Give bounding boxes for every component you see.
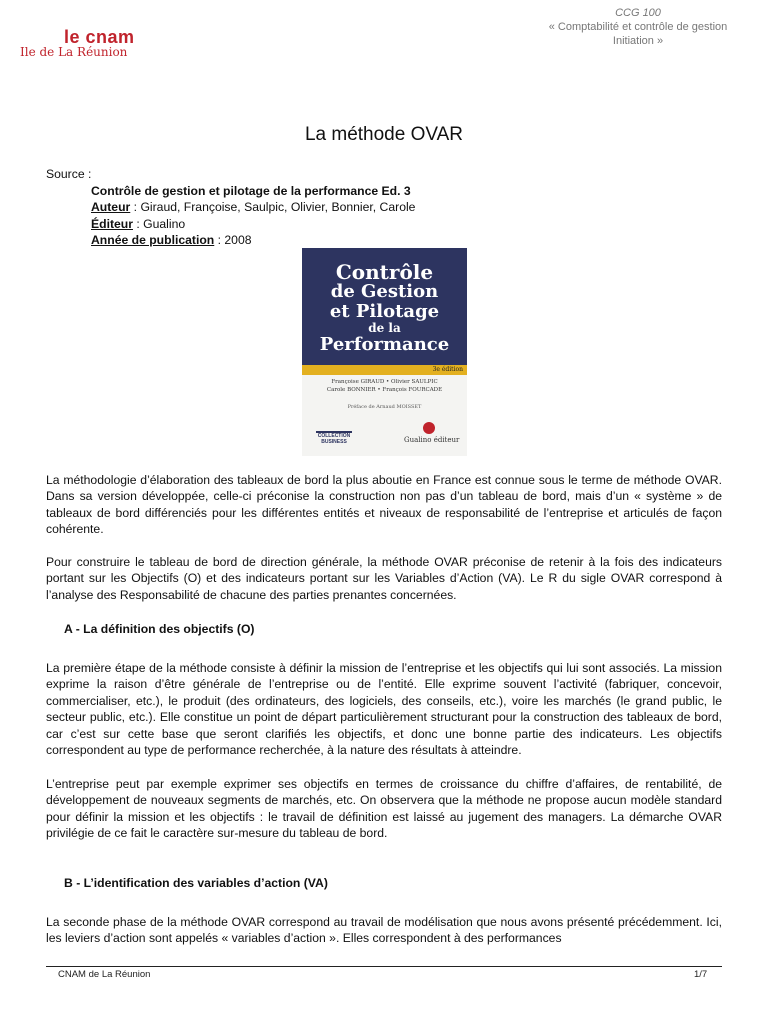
author-label: Auteur bbox=[91, 200, 131, 214]
author-value: : Giraud, Françoise, Saulpic, Olivier, Bonnier, Carole bbox=[130, 200, 416, 214]
course-name: « Comptabilité et contrôle de gestion bbox=[548, 21, 728, 33]
cover-authors-line2: Carole BONNIER • François FOURCADE bbox=[326, 387, 443, 393]
cover-title-line4: de la bbox=[368, 321, 401, 335]
publisher-label: Éditeur bbox=[91, 216, 133, 231]
gualino-logo-icon bbox=[423, 422, 435, 434]
paragraph-objectifs: La première étape de la méthode consiste à définir la mission de l’entreprise et les objectifs qui lui sont associés. La mission exprime la raison d’être générale de l’entreprise ou de l’entité. Elle exprime souvent l’activité (fabriquer, concevoir, commercialiser, etc.), le produit (des ordinateurs, des logiciels, des conseils, etc.), voire les marchés (le grand public, le secteur public, etc.). Elle constitue un point de départ particulièrement structurant pour la construction des tableaux de bord, car c’est sur cette base que seront clarifiés les objectifs, et donc une bonne partie des indicateurs. Les objectifs correspondent au type de performance recherchée, à la nature des résultats à atteindre. bbox=[46, 661, 722, 758]
cover-collection: COLLECTION BUSINESS bbox=[317, 433, 351, 445]
book-title: Contrôle de gestion et pilotage de la performance Ed. 3 bbox=[91, 183, 411, 198]
footer-institution: CNAM de La Réunion bbox=[58, 969, 151, 980]
cover-title-line3: et Pilotage bbox=[329, 301, 440, 322]
footer-divider bbox=[46, 966, 722, 967]
year-label: Année de publication bbox=[91, 233, 215, 247]
cover-edition: 3e édition bbox=[432, 366, 463, 373]
source-label: Source : bbox=[46, 167, 92, 181]
paragraph-entreprise: L’entreprise peut par exemple exprimer ses objectifs en termes de croissance du chiffre d’affaires, de rentabilité, de développement de nouveaux segments de marchés, etc. On observera que la méthode ne propose aucun modèle standard pour définir la mission et les objectifs : le travail de définition est laissé au jugement des managers. La démarche OVAR privilégie de ce fait le caractère sur-mesure du tableau de bord. bbox=[46, 777, 722, 841]
cover-publisher: Gualino éditeur bbox=[404, 436, 460, 444]
page-number: 1/7 bbox=[694, 969, 708, 980]
cover-preface: Préface de Arnaud MOISSET bbox=[347, 404, 422, 410]
cover-title-line5: Performance bbox=[319, 334, 450, 355]
paragraph-direction: Pour construire le tableau de bord de direction générale, la méthode OVAR préconise de retenir à la fois des indicateurs portant sur les Objectifs (O) et des indicateurs portant sur les Variables d’Action (VA). Le R du sigle OVAR correspond à l’analyse des Responsabilité de chacune des parties prenantes concernées. bbox=[46, 555, 722, 602]
publisher-line bbox=[46, 216, 415, 233]
paragraph-intro: La méthodologie d’élaboration des tableaux de bord la plus aboutie en France est connue sous le terme de méthode OVAR. Dans sa version développée, celle-ci préconise la construction non pas d’un tableau de bord, mais d’un « système » de tableaux de bord différenciés pour les différentes entités et niveaux de responsabilité de l’entreprise et articulés de façon cohérente. bbox=[46, 473, 722, 537]
logo-sub-text: Ile de La Réunion bbox=[20, 45, 128, 59]
book-title-line bbox=[46, 183, 415, 200]
cover-title-line2: de Gestion bbox=[330, 281, 439, 302]
cover-authors-line1: Françoise GIRAUD • Olivier SAULPIC bbox=[331, 379, 438, 385]
publisher-value: : Gualino bbox=[132, 216, 186, 231]
cover-title bbox=[302, 262, 467, 355]
year-line bbox=[46, 232, 415, 249]
book-cover-image bbox=[302, 248, 467, 456]
logo-main-text: le cnam bbox=[64, 27, 135, 47]
course-header bbox=[518, 6, 758, 48]
author-line bbox=[46, 199, 415, 216]
page-title: La méthode OVAR bbox=[304, 124, 464, 145]
section-heading-variables: B - L’identification des variables d’action (VA) bbox=[64, 876, 328, 890]
cover-title-line1: Contrôle bbox=[335, 260, 434, 284]
course-code: CCG 100 bbox=[615, 7, 661, 19]
source-block bbox=[46, 166, 415, 249]
section-heading-objectifs: A - La définition des objectifs (O) bbox=[64, 622, 255, 636]
cnam-logo bbox=[20, 28, 200, 64]
paragraph-variables: La seconde phase de la méthode OVAR correspond au travail de modélisation que nous avons présenté précédemment. Ici, les leviers d’action sont appelés « variables d’action ». Elles correspondent à des performances bbox=[46, 915, 722, 946]
year-value: : 2008 bbox=[214, 233, 252, 247]
cover-authors bbox=[306, 378, 463, 394]
course-level: Initiation » bbox=[612, 35, 664, 47]
